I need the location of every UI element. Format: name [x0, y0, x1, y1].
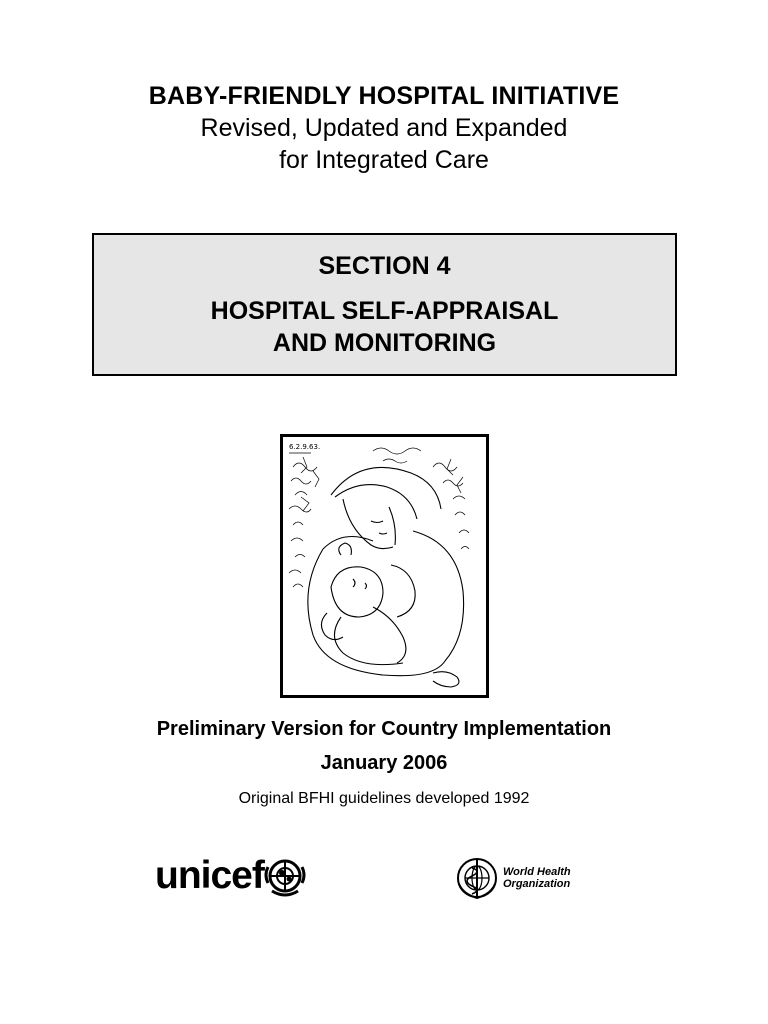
who-wordmark: [503, 866, 571, 890]
mother-figure: [308, 467, 464, 687]
version-block: [0, 712, 768, 780]
who-logo: [455, 856, 571, 900]
who-wordmark-line-2: Organization: [503, 878, 571, 890]
version-text: Preliminary Version for Country Implementation: [156, 718, 612, 740]
mother-and-child-illustration: [283, 437, 486, 695]
artwork-inscription: 6.2.9.63.: [289, 443, 321, 451]
document-title: BABY-FRIENDLY HOSPITAL INITIATIVE: [148, 82, 620, 110]
unicef-logo: [155, 853, 308, 899]
version-date: January 2006: [320, 752, 448, 774]
section-title-line-1: HOSPITAL SELF-APPRAISAL: [210, 297, 559, 325]
document-subtitle-line-2: for Integrated Care: [279, 146, 489, 174]
mother-and-child-drawing: [280, 434, 489, 698]
who-emblem-icon: [455, 856, 499, 900]
original-guidelines-note: Original BFHI guidelines developed 1992: [238, 790, 530, 807]
cover-header: [0, 80, 768, 176]
foliage-background: [289, 448, 469, 587]
document-subtitle-line-1: Revised, Updated and Expanded: [200, 114, 568, 142]
section-box: [92, 233, 677, 376]
section-title-line-2: AND MONITORING: [272, 329, 497, 357]
section-title: [94, 295, 675, 359]
unicef-globe-icon: [262, 853, 308, 899]
who-wordmark-line-1: World Health: [503, 866, 571, 878]
unicef-wordmark: unicef: [155, 854, 264, 897]
section-number: SECTION 4: [318, 252, 451, 280]
